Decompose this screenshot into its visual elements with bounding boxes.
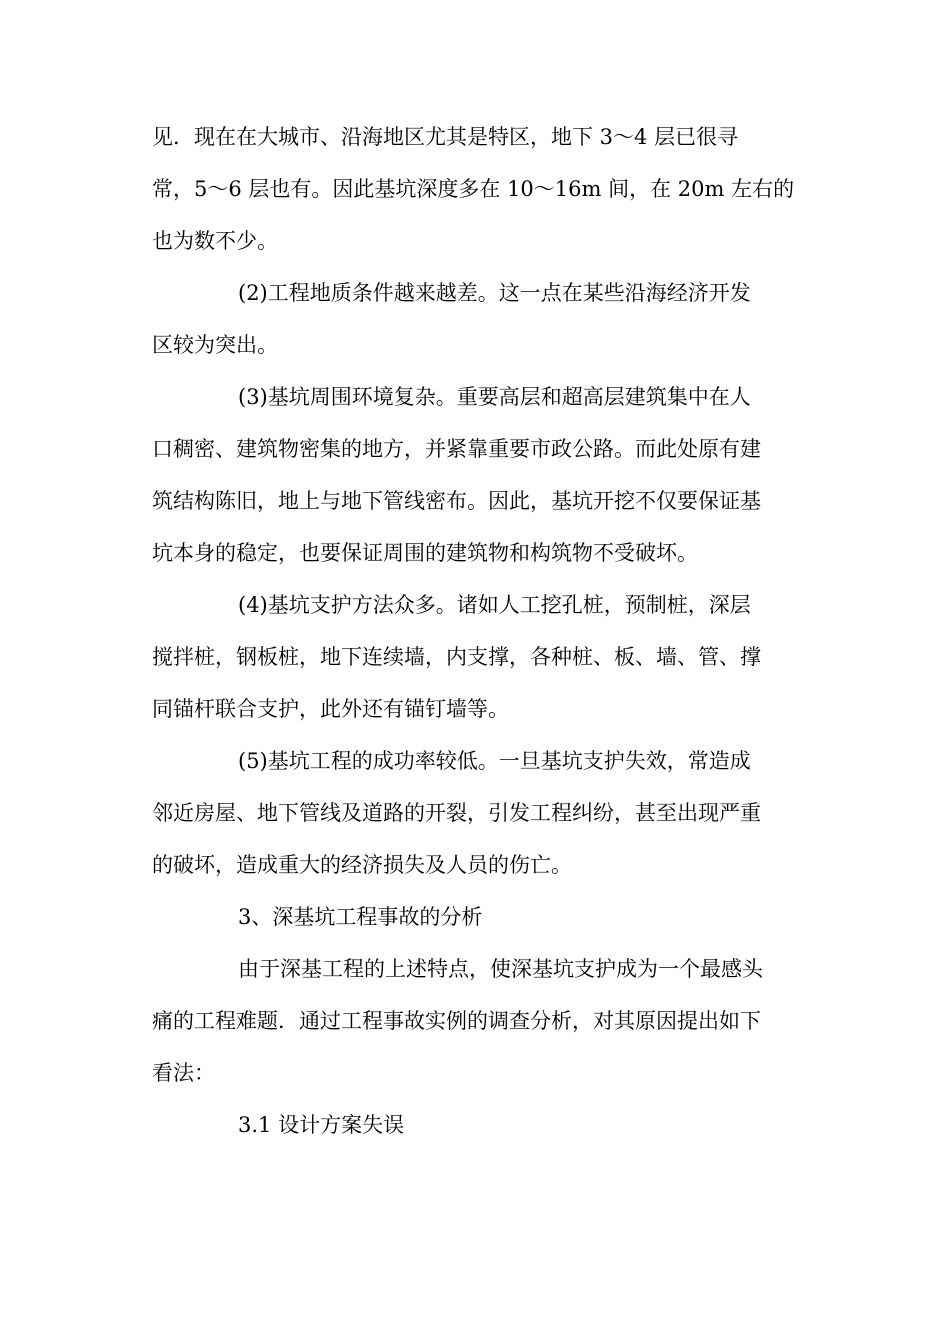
paragraph-start-line: (2)工程地质条件越来越差。这一点在某些沿海经济开发	[238, 281, 751, 305]
text-line: 见．现在在大城市、沿海地区尤其是特区，地下 3～4 层已很寻	[152, 125, 739, 149]
text-line: 口稠密、建筑物密集的地方，并紧靠重要市政公路。而此处原有建	[152, 437, 761, 461]
paragraph-start-line: 由于深基工程的上述特点，使深基坑支护成为一个最感头	[238, 957, 763, 981]
text-line: 邻近房屋、地下管线及道路的开裂，引发工程纠纷，甚至出现严重	[152, 801, 761, 825]
text-line: 筑结构陈旧，地上与地下管线密布。因此，基坑开挖不仅要保证基	[152, 489, 761, 513]
section-heading: 3、深基坑工程事故的分析	[238, 905, 483, 929]
text-line: 看法：	[152, 1061, 215, 1085]
text-line: 搅拌桩，钢板桩，地下连续墙，内支撑，各种桩、板、墙、管、撑	[152, 645, 761, 669]
text-line: 常，5～6 层也有。因此基坑深度多在 10～16m 间，在 20m 左右的	[152, 177, 795, 201]
paragraph-start-line: (4)基坑支护方法众多。诸如人工挖孔桩，预制桩，深层	[238, 593, 751, 617]
subsection-heading: 3.1 设计方案失误	[238, 1113, 405, 1137]
text-line: 区较为突出。	[152, 333, 278, 357]
paragraph-start-line: (3)基坑周围环境复杂。重要高层和超高层建筑集中在人	[238, 385, 751, 409]
text-line: 也为数不少。	[152, 229, 278, 253]
text-line: 痛的工程难题．通过工程事故实例的调查分析，对其原因提出如下	[152, 1009, 761, 1033]
text-line: 的破坏，造成重大的经济损失及人员的伤亡。	[152, 853, 572, 877]
paragraph-start-line: (5)基坑工程的成功率较低。一旦基坑支护失效，常造成	[238, 749, 751, 773]
text-line: 坑本身的稳定，也要保证周围的建筑物和构筑物不受破坏。	[152, 541, 698, 565]
text-line: 同锚杆联合支护，此外还有锚钉墙等。	[152, 697, 509, 721]
